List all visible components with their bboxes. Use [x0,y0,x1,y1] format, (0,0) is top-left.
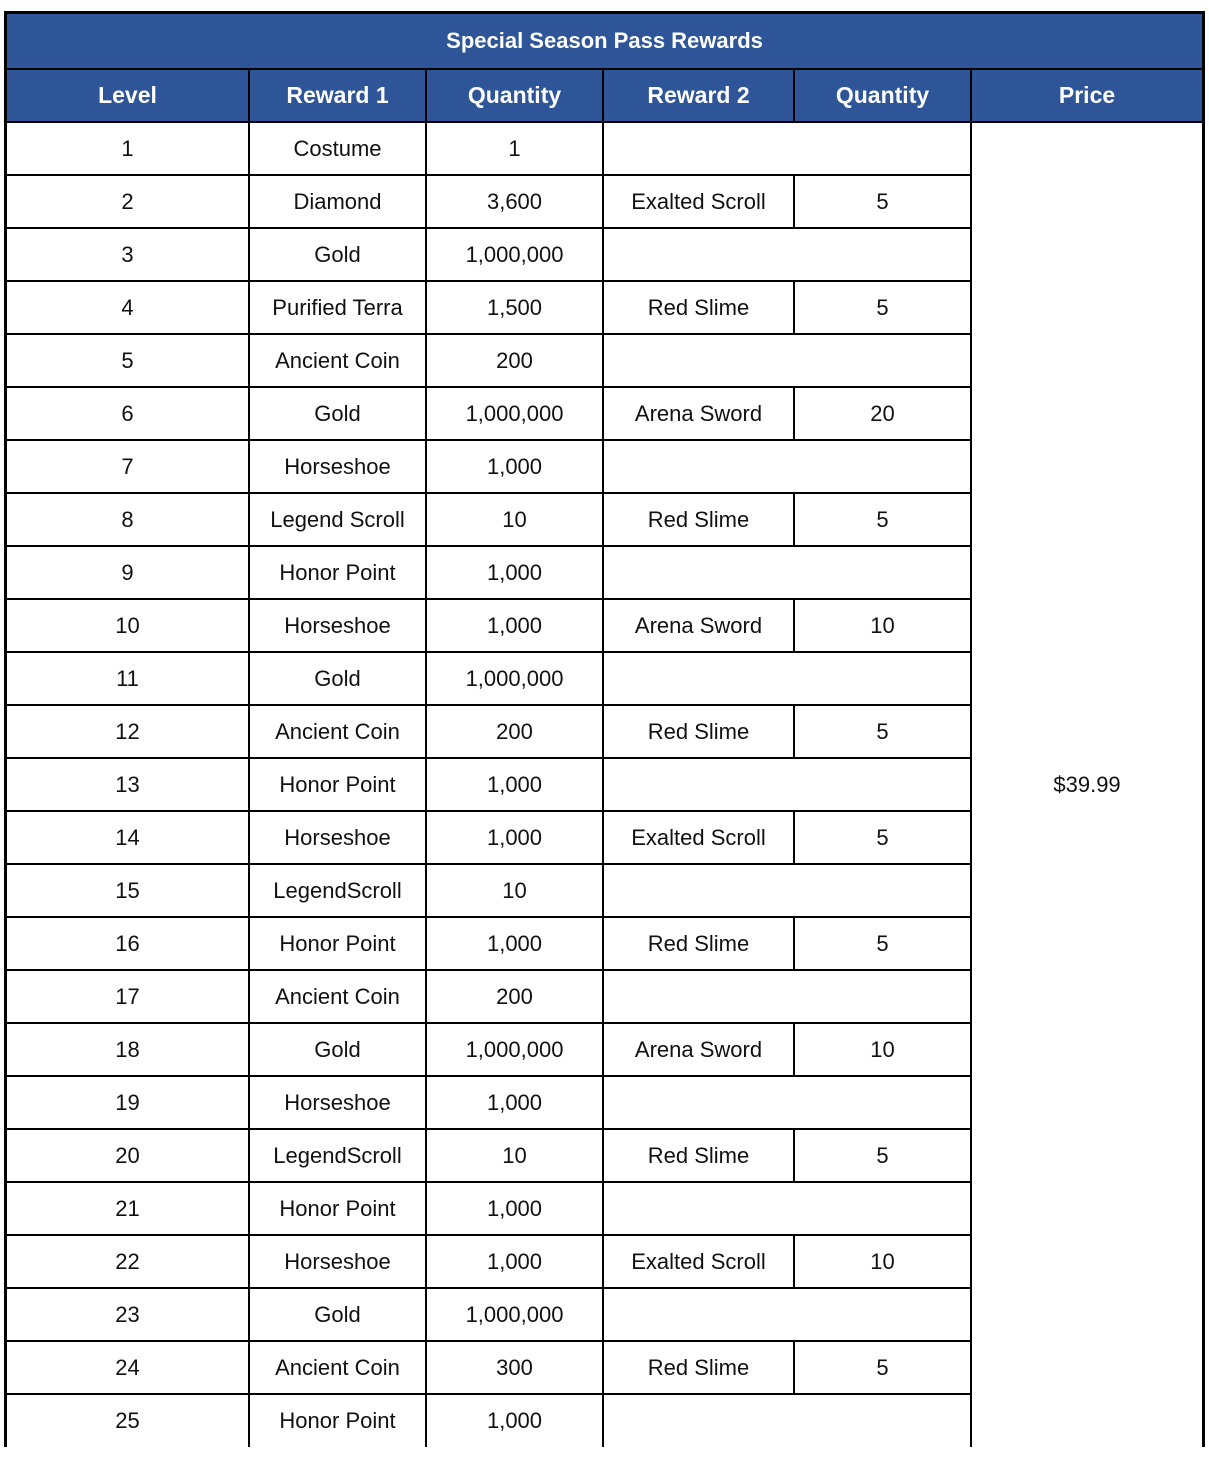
quantity-1-cell: 1,000 [426,1182,603,1235]
level-cell: 20 [7,1129,249,1182]
column-header-quantity-2: Quantity [794,69,971,122]
reward-2-cell: Exalted Scroll [603,175,794,228]
quantity-1-cell: 3,600 [426,175,603,228]
level-cell: 19 [7,1076,249,1129]
empty-reward-2-cell [603,1182,971,1235]
quantity-2-cell: 5 [794,705,971,758]
reward-1-cell: Honor Point [249,1394,426,1447]
quantity-2-cell: 5 [794,175,971,228]
empty-reward-2-cell [603,1288,971,1341]
level-cell: 14 [7,811,249,864]
column-header-level: Level [7,69,249,122]
empty-reward-2-cell [603,122,971,175]
reward-2-cell: Red Slime [603,1129,794,1182]
quantity-2-cell: 10 [794,599,971,652]
column-header-row [7,69,1202,122]
reward-2-cell: Arena Sword [603,1023,794,1076]
level-cell: 3 [7,228,249,281]
reward-1-cell: Gold [249,387,426,440]
quantity-1-cell: 1,500 [426,281,603,334]
level-cell: 17 [7,970,249,1023]
quantity-1-cell: 200 [426,334,603,387]
column-header-reward-1: Reward 1 [249,69,426,122]
reward-2-cell: Red Slime [603,705,794,758]
quantity-2-cell: 10 [794,1023,971,1076]
reward-2-cell: Red Slime [603,1341,794,1394]
reward-2-cell: Red Slime [603,917,794,970]
reward-2-cell: Arena Sword [603,599,794,652]
quantity-1-cell: 10 [426,864,603,917]
empty-reward-2-cell [603,1394,971,1447]
level-cell: 23 [7,1288,249,1341]
reward-1-cell: Horseshoe [249,1235,426,1288]
quantity-1-cell: 200 [426,705,603,758]
quantity-1-cell: 1,000,000 [426,228,603,281]
level-cell: 18 [7,1023,249,1076]
reward-1-cell: Horseshoe [249,1076,426,1129]
reward-1-cell: Ancient Coin [249,970,426,1023]
reward-1-cell: Honor Point [249,546,426,599]
quantity-1-cell: 1,000 [426,811,603,864]
reward-1-cell: Ancient Coin [249,705,426,758]
reward-1-cell: Honor Point [249,1182,426,1235]
level-cell: 10 [7,599,249,652]
reward-1-cell: Honor Point [249,758,426,811]
level-cell: 15 [7,864,249,917]
level-cell: 7 [7,440,249,493]
level-cell: 25 [7,1394,249,1447]
reward-1-cell: LegendScroll [249,864,426,917]
reward-2-cell: Red Slime [603,281,794,334]
quantity-1-cell: 1,000,000 [426,387,603,440]
quantity-2-cell: 5 [794,1129,971,1182]
quantity-2-cell: 10 [794,1235,971,1288]
reward-1-cell: Diamond [249,175,426,228]
empty-reward-2-cell [603,334,971,387]
quantity-1-cell: 10 [426,493,603,546]
quantity-1-cell: 1,000 [426,440,603,493]
quantity-1-cell: 1,000 [426,758,603,811]
reward-2-cell: Arena Sword [603,387,794,440]
column-header-quantity-1: Quantity [426,69,603,122]
quantity-1-cell: 1,000 [426,1394,603,1447]
quantity-1-cell: 1,000,000 [426,1023,603,1076]
level-cell: 9 [7,546,249,599]
quantity-2-cell: 20 [794,387,971,440]
quantity-1-cell: 200 [426,970,603,1023]
quantity-1-cell: 300 [426,1341,603,1394]
reward-1-cell: Honor Point [249,917,426,970]
empty-reward-2-cell [603,228,971,281]
table-title: Special Season Pass Rewards [7,14,1202,69]
empty-reward-2-cell [603,970,971,1023]
level-cell: 13 [7,758,249,811]
reward-2-cell: Exalted Scroll [603,1235,794,1288]
quantity-1-cell: 1 [426,122,603,175]
empty-reward-2-cell [603,1076,971,1129]
table-title-row [7,14,1202,69]
level-cell: 12 [7,705,249,758]
quantity-1-cell: 1,000 [426,1235,603,1288]
table-body [7,122,1202,1447]
level-cell: 4 [7,281,249,334]
reward-1-cell: Legend Scroll [249,493,426,546]
empty-reward-2-cell [603,440,971,493]
reward-1-cell: Gold [249,652,426,705]
quantity-2-cell: 5 [794,281,971,334]
column-header-price: Price [971,69,1202,122]
quantity-2-cell: 5 [794,917,971,970]
level-cell: 8 [7,493,249,546]
reward-1-cell: Horseshoe [249,599,426,652]
level-cell: 11 [7,652,249,705]
reward-1-cell: Horseshoe [249,811,426,864]
level-cell: 5 [7,334,249,387]
level-cell: 24 [7,1341,249,1394]
quantity-1-cell: 1,000 [426,917,603,970]
reward-1-cell: Gold [249,228,426,281]
level-cell: 6 [7,387,249,440]
reward-1-cell: Ancient Coin [249,1341,426,1394]
reward-1-cell: Purified Terra [249,281,426,334]
reward-1-cell: Gold [249,1023,426,1076]
quantity-2-cell: 5 [794,493,971,546]
empty-reward-2-cell [603,546,971,599]
quantity-2-cell: 5 [794,1341,971,1394]
table-row [7,122,1202,175]
empty-reward-2-cell [603,864,971,917]
reward-1-cell: Gold [249,1288,426,1341]
price-cell: $39.99 [971,122,1202,1447]
level-cell: 22 [7,1235,249,1288]
level-cell: 16 [7,917,249,970]
reward-1-cell: Ancient Coin [249,334,426,387]
quantity-1-cell: 1,000,000 [426,652,603,705]
level-cell: 21 [7,1182,249,1235]
column-header-reward-2: Reward 2 [603,69,794,122]
quantity-2-cell: 5 [794,811,971,864]
level-cell: 1 [7,122,249,175]
quantity-1-cell: 1,000 [426,599,603,652]
rewards-table-frame [4,11,1205,1447]
reward-1-cell: Horseshoe [249,440,426,493]
quantity-1-cell: 1,000 [426,546,603,599]
reward-1-cell: LegendScroll [249,1129,426,1182]
quantity-1-cell: 1,000,000 [426,1288,603,1341]
empty-reward-2-cell [603,758,971,811]
season-pass-rewards-table [7,14,1202,1447]
empty-reward-2-cell [603,652,971,705]
reward-2-cell: Red Slime [603,493,794,546]
quantity-1-cell: 10 [426,1129,603,1182]
level-cell: 2 [7,175,249,228]
reward-2-cell: Exalted Scroll [603,811,794,864]
quantity-1-cell: 1,000 [426,1076,603,1129]
reward-1-cell: Costume [249,122,426,175]
